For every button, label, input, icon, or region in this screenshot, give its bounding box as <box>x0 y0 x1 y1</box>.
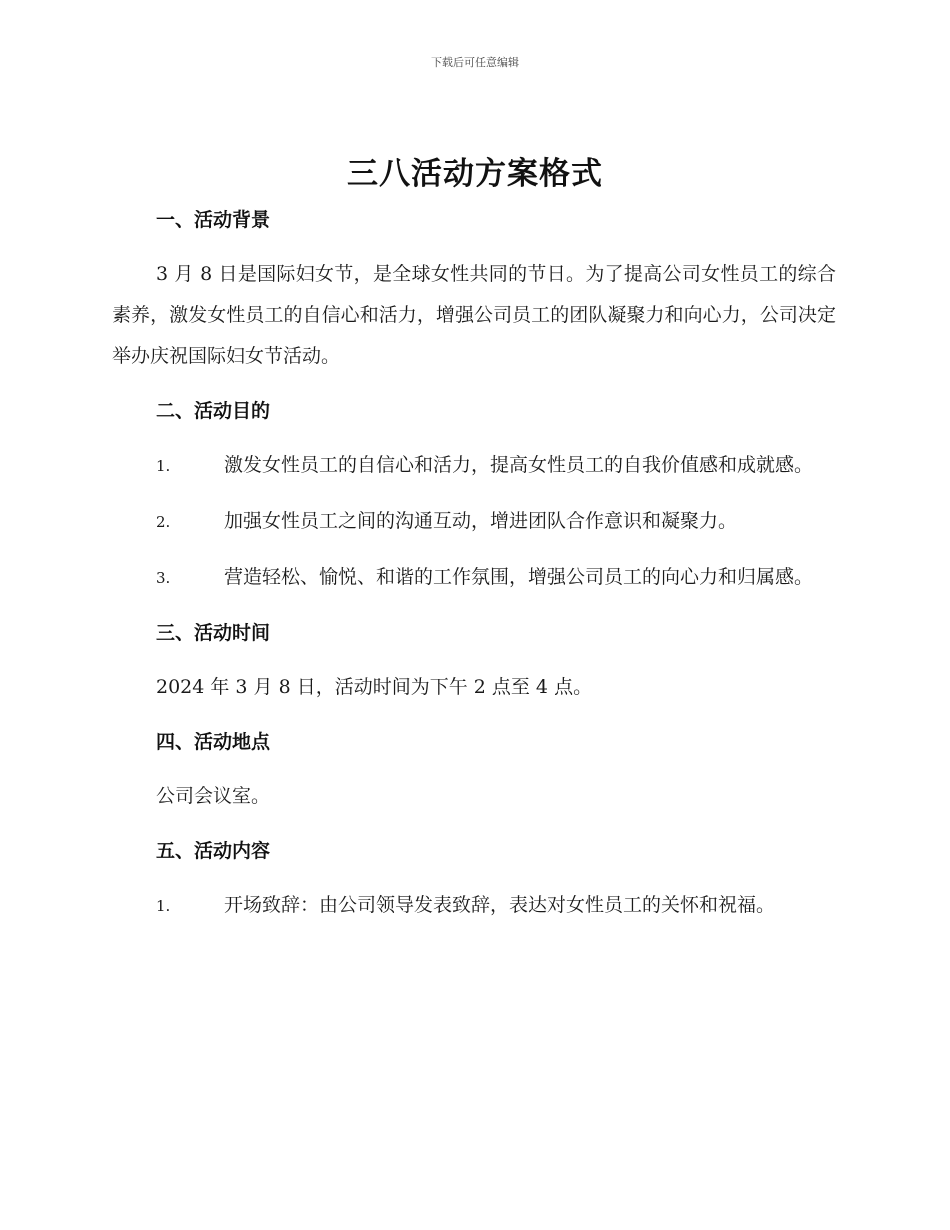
list-text: 加强女性员工之间的沟通互动，增进团队合作意识和凝聚力。 <box>224 510 738 532</box>
list-number: 3. <box>156 569 171 587</box>
list-number: 1. <box>156 897 171 915</box>
section-heading-background: 一、活动背景 <box>156 209 271 231</box>
list-number: 2. <box>156 513 171 531</box>
list-item <box>112 445 836 487</box>
section-heading-purpose: 二、活动目的 <box>156 400 271 422</box>
section-heading-content: 五、活动内容 <box>156 840 271 862</box>
document-body <box>112 200 836 941</box>
list-item <box>112 501 836 543</box>
header-note: 下载后可任意编辑 <box>431 56 519 69</box>
list-text: 营造轻松、愉悦、和谐的工作氛围，增强公司员工的向心力和归属感。 <box>224 566 814 588</box>
list-number: 1. <box>156 457 171 475</box>
paragraph-location: 公司会议室。 <box>156 785 271 807</box>
section-heading-location: 四、活动地点 <box>156 731 271 753</box>
list-text: 激发女性员工的自信心和活力，提高女性员工的自我价值感和成就感。 <box>224 454 814 476</box>
paragraph-time: 2024 年 3 月 8 日，活动时间为下午 2 点至 4 点。 <box>156 676 593 698</box>
list-item <box>112 557 836 599</box>
list-item <box>112 885 836 927</box>
list-text: 开场致辞：由公司领导发表致辞，表达对女性员工的关怀和祝福。 <box>224 894 776 916</box>
document-title: 三八活动方案格式 <box>347 156 603 192</box>
paragraph-background: 3 月 8 日是国际妇女节，是全球女性共同的节日。为了提高公司女性员工的综合素养，激发女性员工的自信心和活力，增强公司员工的团队凝聚力和向心力，公司决定举办庆祝国际妇女节活动。 <box>112 263 836 367</box>
section-heading-time: 三、活动时间 <box>156 622 271 644</box>
